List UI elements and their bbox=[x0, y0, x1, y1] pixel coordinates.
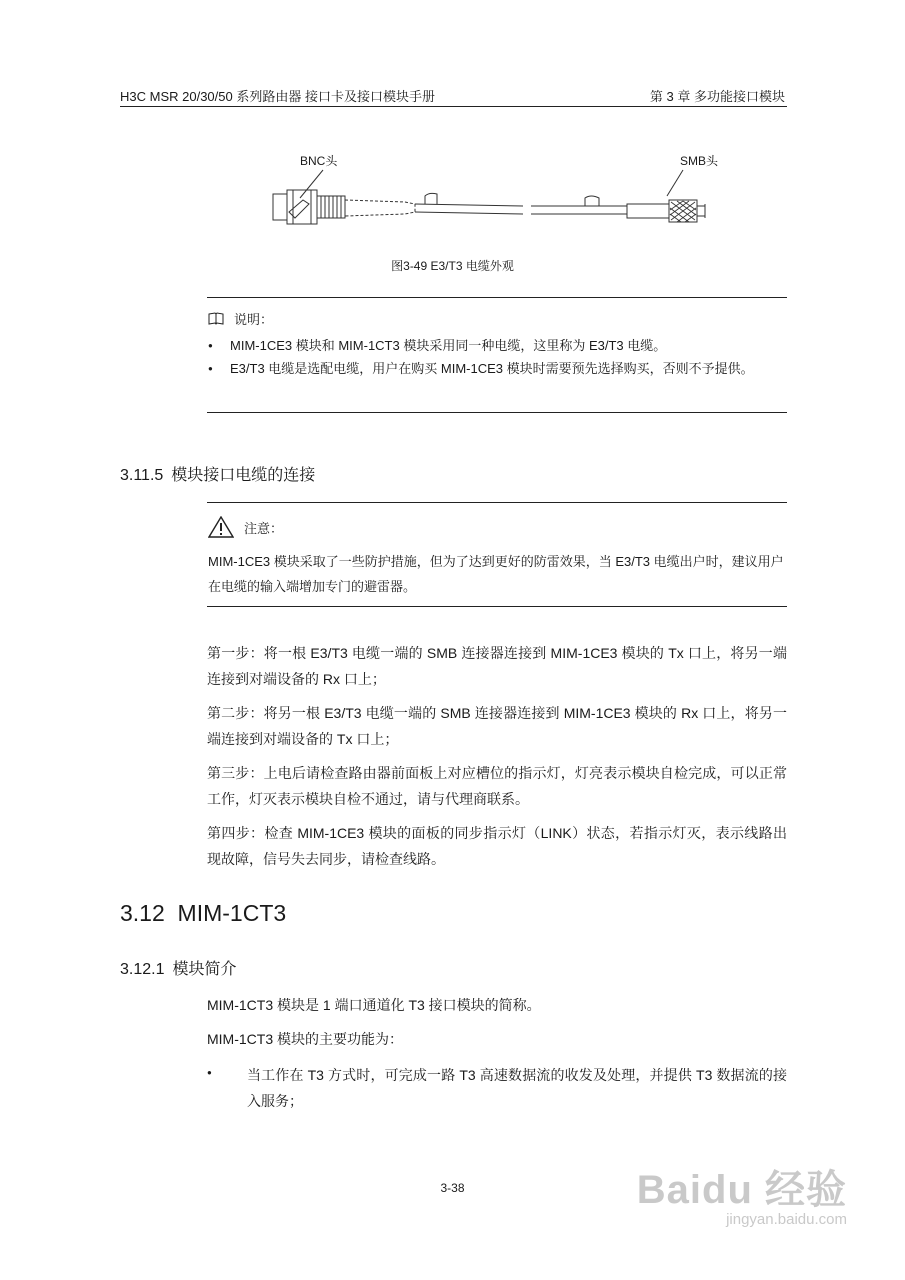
bnc-label: BNC头 bbox=[300, 154, 338, 168]
caution-bottom-rule bbox=[207, 606, 787, 607]
section-title: MIM-1CT3 bbox=[177, 900, 287, 926]
feature-list bbox=[207, 1062, 787, 1122]
caution-text: MIM-1CE3 模块采取了一些防护措施，但为了达到更好的防雷效果，当 E3/T3 电缆出户时，建议用户在电缆的输入端增加专门的避雷器。 bbox=[208, 554, 784, 594]
watermark-url: jingyan.baidu.com bbox=[726, 1211, 847, 1228]
note-item-1: ● MIM-1CE3 模块和 MIM-1CT3 模块采用同一种电缆，这里称为 E3/T3 电缆。 bbox=[208, 334, 786, 357]
header-chapter-title: 第 3 章 多功能接口模块 bbox=[649, 89, 785, 104]
caution-top-rule bbox=[207, 502, 787, 503]
feature-item-text: 当工作在 T3 方式时，可完成一路 T3 高速数据流的收发及处理，并提供 T3 数据流的接入服务； bbox=[247, 1067, 787, 1109]
section-number: 3.12.1 bbox=[120, 961, 165, 978]
figure-caption: 图3-49 E3/T3 电缆外观 bbox=[391, 259, 514, 273]
feature-item bbox=[207, 1062, 787, 1114]
caution-heading bbox=[208, 516, 283, 538]
cable-drawing bbox=[265, 160, 725, 240]
note-title: 说明： bbox=[234, 312, 274, 327]
note-top-rule bbox=[207, 297, 787, 298]
section-3-12-1-heading bbox=[120, 956, 237, 979]
section-3-12-heading bbox=[120, 900, 286, 927]
caution-title: 注意： bbox=[244, 520, 284, 536]
book-icon bbox=[208, 312, 224, 325]
header-doc-title: H3C MSR 20/30/50 系列路由器 接口卡及接口模块手册 bbox=[120, 89, 435, 104]
warning-icon bbox=[208, 516, 234, 538]
header-rule bbox=[120, 106, 787, 107]
section-3-11-5-heading bbox=[120, 462, 315, 485]
intro-paragraph-2: MIM-1CT3 模块的主要功能为： bbox=[207, 1031, 403, 1047]
step-2: 第二步：将另一根 E3/T3 电缆一端的 SMB 连接器连接到 MIM-1CE3 模块的 Rx 口上，将另一端连接到对端设备的 Tx 口上； bbox=[207, 705, 787, 747]
intro-paragraph-1: MIM-1CT3 模块是 1 端口通道化 T3 接口模块的简称。 bbox=[207, 997, 541, 1013]
section-title: 模块接口电缆的连接 bbox=[171, 467, 316, 484]
page-number: 3-38 bbox=[440, 1181, 465, 1195]
note-bottom-rule bbox=[207, 412, 787, 413]
section-number: 3.12 bbox=[120, 900, 165, 926]
bullet-dot: ● bbox=[207, 1068, 212, 1077]
note-list bbox=[208, 334, 786, 380]
step-3: 第三步：上电后请检查路由器前面板上对应槽位的指示灯，灯亮表示模块自检完成，可以正常工作，灯灭表示模块自检不通过，请与代理商联系。 bbox=[207, 765, 787, 807]
steps-block bbox=[207, 640, 787, 880]
step-4: 第四步：检查 MIM-1CE3 模块的面板的同步指示灯（LINK）状态，若指示灯灭，表示线路出现故障，信号失去同步，请检查线路。 bbox=[207, 825, 787, 867]
step-1: 第一步：将一根 E3/T3 电缆一端的 SMB 连接器连接到 MIM-1CE3 模块的 Tx 口上，将另一端连接到对端设备的 Rx 口上； bbox=[207, 645, 787, 687]
note-heading bbox=[208, 309, 273, 328]
note-item-2: ● E3/T3 电缆是选配电缆，用户在购买 MIM-1CE3 模块时需要预先选择购买，否则不予提供。 bbox=[208, 357, 786, 380]
watermark-brand: Baidu 经验 bbox=[636, 1168, 847, 1212]
section-title: 模块简介 bbox=[172, 961, 237, 978]
watermark bbox=[637, 1158, 847, 1228]
section-number: 3.11.5 bbox=[120, 467, 164, 484]
smb-label: SMB头 bbox=[680, 154, 719, 168]
intro-block bbox=[207, 992, 787, 1060]
